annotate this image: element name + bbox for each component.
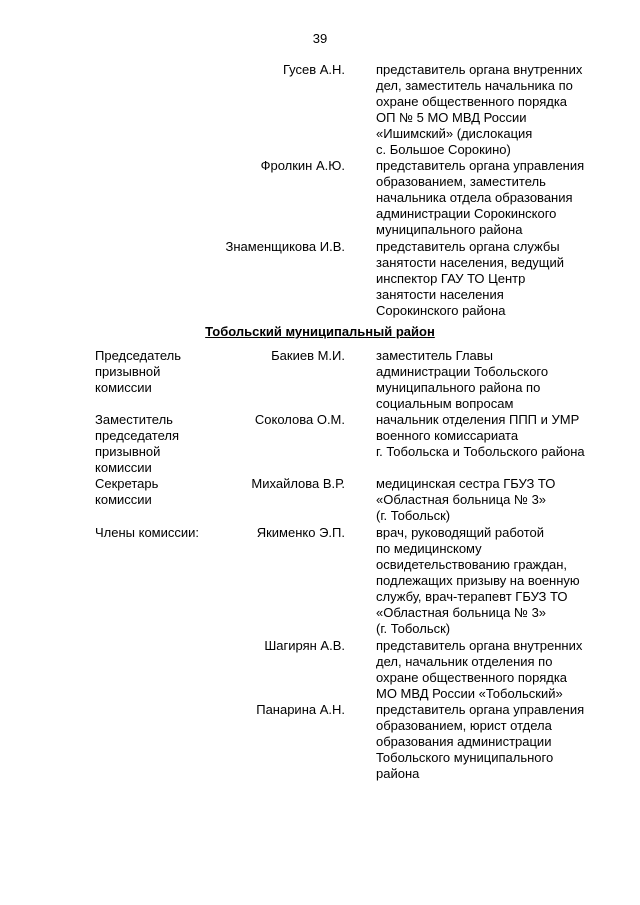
entry-name: Фролкин А.Ю. [260, 158, 345, 173]
entry-name: Михайлова В.Р. [251, 476, 345, 491]
entry-name: Шагирян А.В. [264, 638, 345, 653]
entry-name: Знаменщикова И.В. [225, 239, 345, 254]
entry-role: Члены комиссии: [95, 525, 200, 540]
entry-description: заместитель Главы администрации Тобольского муниципального района по социальным вопросам [376, 348, 549, 411]
entry-description: начальник отделения ППП и УМР военного комиссариата г. Тобольска и Тобольского района [376, 412, 585, 459]
page-number: 39 [312, 31, 328, 46]
entry-description: медицинская сестра ГБУЗ ТО «Областная больница № 3» (г. Тобольск) [376, 476, 556, 523]
entry-name: Соколова О.М. [254, 412, 345, 427]
entry-description: представитель органа управления образованием, юрист отдела образования администрации Тобольского муниципального района [376, 702, 585, 781]
entry-name: Гусев А.Н. [282, 62, 345, 77]
entry-role: Заместитель председателя призывной комиссии [95, 412, 180, 475]
entry-name: Панарина А.Н. [256, 702, 345, 717]
entry-description: врач, руководящий работой по медицинскому освидетельствованию граждан, подлежащих призыву на военную службу, врач-терапевт ГБУЗ ТО «Областная больница № 3» (г. Тобольск) [376, 525, 580, 636]
entry-name: Якименко Э.П. [256, 525, 345, 540]
entry-description: представитель органа внутренних дел, заместитель начальника по охране общественного порядка ОП № 5 МО МВД России «Ишимский» (дислокация с. Большое Сорокино) [376, 62, 583, 157]
entry-description: представитель органа управления образованием, заместитель начальника отдела образования администрации Сорокинского муниципального района [376, 158, 585, 237]
entry-name: Бакиев М.И. [271, 348, 345, 363]
entry-role: Председатель призывной комиссии [95, 348, 182, 395]
entry-role: Секретарь комиссии [95, 476, 159, 507]
section-title: Тобольский муниципальный район [205, 324, 435, 339]
entry-description: представитель органа внутренних дел, начальник отделения по охране общественного порядка МО МВД России «Тобольский» [376, 638, 583, 701]
entry-description: представитель органа службы занятости населения, ведущий инспектор ГАУ ТО Центр занятости населения Сорокинского района [376, 239, 565, 318]
